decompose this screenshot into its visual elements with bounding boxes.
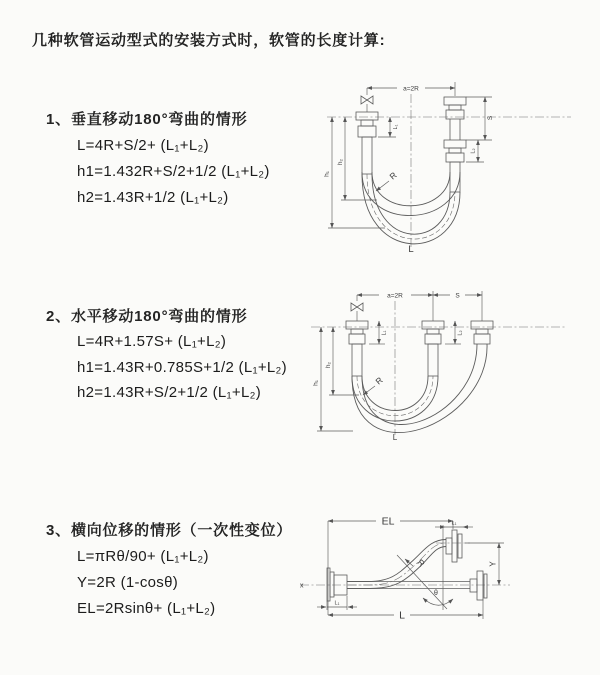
dim-l2-label: L₂ bbox=[457, 330, 464, 336]
section-2-formula-3: h2=1.43R+S/2+1/2 (L₁+L₂) bbox=[77, 384, 262, 401]
page-title: 几种软管运动型式的安装方式时，软管的长度计算: bbox=[32, 32, 386, 49]
dim-l-label: L bbox=[399, 609, 405, 622]
section-2-heading: 2、水平移动180°弯曲的情形 bbox=[46, 308, 248, 325]
upper-flange-displaced bbox=[446, 530, 462, 562]
dimension-h2 bbox=[325, 327, 359, 395]
diagram-vertical-180-bend bbox=[315, 74, 595, 256]
moving-end-fitting-upper bbox=[444, 97, 466, 140]
valve-icon bbox=[361, 96, 373, 112]
section-1-heading: 1、垂直移动180°弯曲的情形 bbox=[46, 111, 248, 128]
dimension-l1 bbox=[369, 321, 388, 344]
section-3-heading: 3、横向位移的情形（一次性变位） bbox=[46, 522, 293, 539]
dimension-s bbox=[466, 97, 494, 140]
section-1-formula-1: L=4R+S/2+ (L₁+L₂) bbox=[77, 137, 209, 154]
dim-a2r-label: a=2R bbox=[403, 85, 419, 93]
dim-h1-label: h₁ bbox=[312, 380, 320, 386]
dimension-s bbox=[433, 293, 482, 300]
dimension-l bbox=[328, 600, 483, 622]
section-3-formula-3: EL=2Rsinθ+ (L₁+L₂) bbox=[77, 600, 216, 617]
angle-theta-callout bbox=[423, 590, 453, 605]
radius-callout bbox=[363, 375, 385, 395]
dim-h2-label: h₂ bbox=[337, 158, 344, 166]
left-flange bbox=[327, 568, 347, 601]
radius-label: R bbox=[415, 557, 427, 569]
fixed-end-fitting bbox=[356, 112, 378, 174]
section-1-formula-3: h2=1.43R+1/2 (L₁+L₂) bbox=[77, 189, 229, 206]
dim-s-label: S bbox=[455, 292, 460, 300]
dim-l1-label: L₁ bbox=[381, 330, 388, 336]
dim-y-label: Y bbox=[488, 561, 498, 567]
dimension-a2r bbox=[367, 82, 455, 96]
moving-end-fitting-position-1 bbox=[422, 321, 444, 376]
dim-a2r-label: a=2R bbox=[387, 292, 403, 300]
length-label: L bbox=[408, 244, 414, 255]
dimension-l2 bbox=[445, 321, 464, 344]
dim-el-label: EL bbox=[381, 515, 395, 528]
dimension-a2r bbox=[357, 291, 482, 321]
diagram-horizontal-180-bend bbox=[303, 283, 598, 445]
dimension-l1 bbox=[378, 117, 399, 137]
dimension-l1-top bbox=[435, 521, 473, 528]
section-3-formula-2: Y=2R (1-cosθ) bbox=[77, 574, 179, 591]
section-3-formula-1: L=πRθ/90+ (L₁+L₂) bbox=[77, 548, 209, 565]
valve-icon bbox=[351, 303, 363, 321]
section-2-formula-1: L=4R+1.57S+ (L₁+L₂) bbox=[77, 333, 227, 350]
centerlines bbox=[327, 94, 571, 248]
centerline-mark: x bbox=[300, 582, 304, 590]
fixed-end-fitting bbox=[346, 321, 368, 376]
moving-end-fitting-position-2 bbox=[471, 321, 493, 344]
section-2-formula-2: h1=1.43R+0.785S+1/2 (L₁+L₂) bbox=[77, 359, 287, 376]
dim-s-label: S bbox=[487, 115, 494, 121]
dim-l2-label: L₂ bbox=[470, 148, 477, 154]
dimension-h2 bbox=[337, 117, 377, 200]
dim-l1-label: L₁ bbox=[393, 124, 399, 130]
dim-h1-label: h₁ bbox=[323, 171, 331, 177]
dim-l1-top-label: L₁ bbox=[451, 520, 457, 527]
section-1-formula-2: h1=1.432R+S/2+1/2 (L₁+L₂) bbox=[77, 163, 270, 180]
dim-l1-bottom-label: L₁ bbox=[334, 600, 340, 607]
pipe-original-position bbox=[347, 571, 487, 600]
dim-h2-label: h₂ bbox=[325, 361, 332, 369]
radius-label: R bbox=[387, 169, 399, 182]
angle-theta-label: θ bbox=[434, 590, 438, 597]
radius-callout bbox=[376, 170, 399, 191]
length-label: L bbox=[392, 433, 398, 442]
dimension-l1-bottom bbox=[317, 596, 357, 610]
dimension-l2 bbox=[466, 140, 484, 162]
radius-label: R bbox=[373, 374, 385, 387]
diagram-lateral-displacement bbox=[296, 503, 596, 649]
